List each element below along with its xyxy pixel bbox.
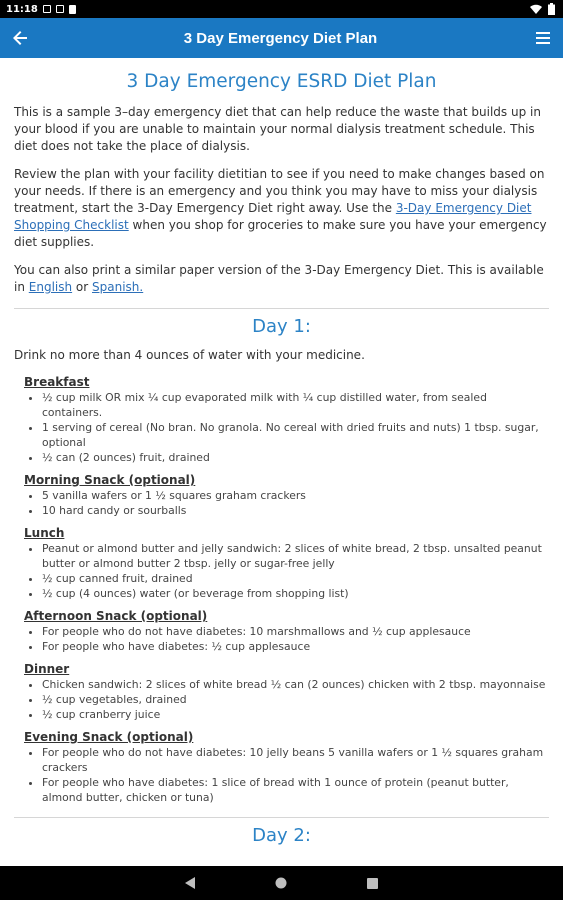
back-button[interactable] — [0, 18, 40, 58]
menu-button[interactable] — [523, 18, 563, 58]
nav-back-button[interactable] — [185, 877, 195, 889]
day-1-note: Drink no more than 4 ounces of water with your medicine. — [14, 348, 365, 362]
meal-breakfast — [24, 375, 549, 465]
divider — [14, 817, 549, 818]
shopping-checklist-link[interactable]: 3-Day Emergency Diet Shopping Checklist — [14, 201, 532, 232]
list-item: • 10 hard candy or sourballs — [42, 503, 549, 518]
list-item: • ½ cup (4 ounces) water (or beverage from shopping list) — [42, 586, 549, 601]
intro-paragraph-1: This is a sample 3–day emergency diet that can help reduce the waste that builds up in your blood if you are unable to maintain your normal dialysis treatment schedule. This diet does not take the place of dialysis. — [14, 105, 541, 153]
list-item: • ½ cup cranberry juice — [42, 707, 549, 722]
intro2-text-pre: Review the plan with your facility dietitian to see if you need to make changes based on your needs. If there is an emergency and you think you may have to miss your dialysis treatment, start the 3-Day Emergency Diet right away. Use the — [14, 167, 545, 215]
app-title: 3 Day Emergency Diet Plan — [183, 29, 378, 47]
meal-title: Evening Snack (optional) — [24, 730, 194, 744]
content-scroll[interactable] — [0, 58, 563, 866]
system-nav-bar — [0, 866, 563, 900]
battery-icon — [548, 3, 555, 15]
back-arrow-icon — [12, 30, 28, 46]
list-item: • For people who do not have diabetes: 10 marshmallows and ½ cup applesauce — [42, 624, 549, 639]
hamburger-menu-icon — [536, 32, 550, 44]
wifi-icon — [530, 4, 542, 14]
list-item: • 1 serving of cereal (No bran. No granola. No cereal with dried fruits and nuts) 1 tbsp. sugar, optional — [42, 420, 549, 450]
list-item: • For people who have diabetes: ½ cup applesauce — [42, 639, 549, 654]
meal-title: Lunch — [24, 526, 65, 540]
list-item: • Peanut or almond butter and jelly sandwich: 2 slices of white bread, 2 tbsp. unsalted peanut butter or almond butter 2 tbsp. jelly or sugar-free jelly — [42, 541, 549, 571]
nav-recents-button[interactable] — [367, 878, 378, 889]
intro-paragraph-2 — [14, 166, 549, 251]
spanish-link[interactable]: Spanish. — [92, 280, 144, 294]
notification-icon — [43, 5, 51, 13]
list-item: • For people who have diabetes: 1 slice of bread with 1 ounce of protein (peanut butter, almond butter, chicken or tuna) — [42, 775, 549, 805]
list-item: • Chicken sandwich: 2 slices of white bread ½ can (2 ounces) chicken with 2 tbsp. mayonnaise — [42, 677, 549, 692]
meal-evening-snack — [24, 730, 549, 805]
list-item: • ½ cup milk OR mix ¼ cup evaporated milk with ¼ cup distilled water, from sealed containers. — [42, 390, 549, 420]
status-time: 11:18 — [6, 3, 38, 15]
nav-home-icon — [275, 877, 287, 889]
day-1-title: Day 1: — [252, 316, 311, 337]
english-link[interactable]: English — [28, 280, 73, 294]
meal-afternoon-snack — [24, 609, 549, 654]
meal-title: Breakfast — [24, 375, 90, 389]
list-item: • For people who do not have diabetes: 10 jelly beans 5 vanilla wafers or 1 ½ squares graham crackers — [42, 745, 549, 775]
divider — [14, 308, 549, 309]
meal-title: Morning Snack (optional) — [24, 473, 196, 487]
nav-recents-icon — [367, 878, 378, 889]
or-text: or — [72, 280, 93, 294]
intro-paragraph-3 — [14, 262, 549, 296]
meal-lunch — [24, 526, 549, 601]
intro3-text: You can also print a similar paper version of the 3-Day Emergency Diet. This is available in — [14, 263, 544, 294]
status-bar — [0, 0, 563, 18]
list-item: • ½ cup canned fruit, drained — [42, 571, 549, 586]
nav-home-button[interactable] — [275, 877, 287, 889]
list-item: • ½ can (2 ounces) fruit, drained — [42, 450, 549, 465]
day-2-title: Day 2: — [252, 825, 311, 846]
meal-morning-snack — [24, 473, 549, 518]
sd-card-icon — [69, 5, 76, 14]
intro2-text-post: when you shop for groceries to make sure you have your emergency diet supplies. — [14, 218, 547, 249]
meal-dinner — [24, 662, 549, 722]
notification-icon-2 — [56, 5, 64, 13]
app-bar — [0, 18, 563, 58]
nav-back-icon — [185, 877, 195, 889]
meal-title: Afternoon Snack (optional) — [24, 609, 208, 623]
meal-title: Dinner — [24, 662, 70, 676]
list-item: • ½ cup vegetables, drained — [42, 692, 549, 707]
list-item: • 5 vanilla wafers or 1 ½ squares graham crackers — [42, 488, 549, 503]
page-title: 3 Day Emergency ESRD Diet Plan — [126, 71, 437, 92]
